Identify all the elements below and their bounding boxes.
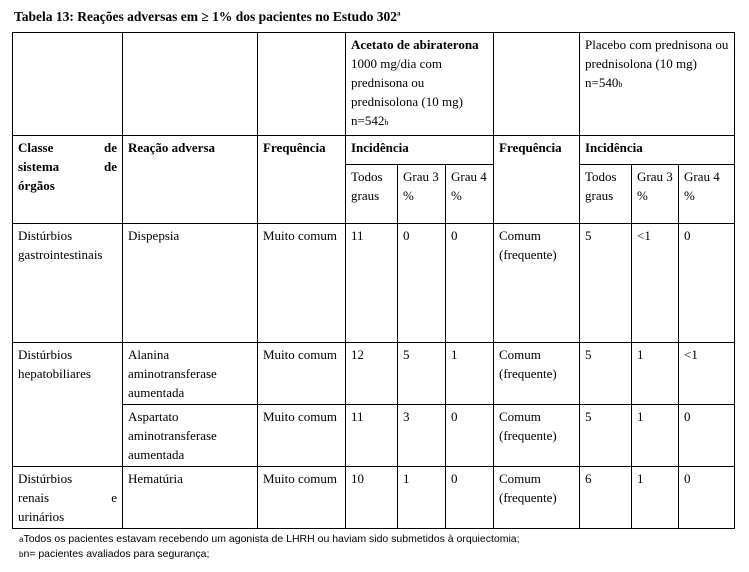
cell-classe: Distúrbios gastrointestinais bbox=[13, 224, 123, 343]
placebo-footnote-marker: b bbox=[618, 80, 623, 89]
subheader-grau-4: Grau 4 % bbox=[679, 165, 735, 224]
cell-classe-word: renais bbox=[18, 490, 50, 505]
header-classe-word: Classe bbox=[18, 140, 54, 155]
subheader-grau-3: Grau 3 % bbox=[398, 165, 446, 224]
empty-cell bbox=[13, 33, 123, 136]
cell-classe-word: Distúrbios bbox=[18, 471, 73, 486]
cell-value: 5 bbox=[398, 343, 446, 405]
header-classe bbox=[13, 136, 123, 224]
cell-value: <1 bbox=[632, 224, 679, 343]
empty-cell bbox=[258, 33, 346, 136]
cell-frequencia: Muito comum bbox=[258, 343, 346, 405]
cell-value: 11 bbox=[346, 405, 398, 467]
cell-value: 1 bbox=[632, 467, 679, 529]
cell-frequencia: Muito comum bbox=[258, 467, 346, 529]
cell-value: 5 bbox=[580, 343, 632, 405]
cell-reacao: Aspartato aminotransferase aumentada bbox=[123, 405, 258, 467]
footnote-text: Todos os pacientes estavam recebendo um agonista de LHRH ou haviam sido submetidos à orquiectomia; bbox=[23, 533, 520, 545]
cell-value: 0 bbox=[398, 224, 446, 343]
empty-cell bbox=[494, 33, 580, 136]
cell-reacao: Hematúria bbox=[123, 467, 258, 529]
cell-value: 11 bbox=[346, 224, 398, 343]
cell-value: 6 bbox=[580, 467, 632, 529]
footnote-a bbox=[19, 533, 520, 546]
adverse-reactions-table bbox=[12, 32, 735, 529]
title-footnote-marker: a bbox=[397, 9, 401, 18]
cell-value: 10 bbox=[346, 467, 398, 529]
cell-value: 0 bbox=[679, 224, 735, 343]
subheader-todos-graus: Todos graus bbox=[346, 165, 398, 224]
empty-cell bbox=[123, 33, 258, 136]
subheader-grau-3: Grau 3 % bbox=[632, 165, 679, 224]
cell-value: <1 bbox=[679, 343, 735, 405]
cell-reacao: Alanina aminotransferase aumentada bbox=[123, 343, 258, 405]
cell-value: 3 bbox=[398, 405, 446, 467]
cell-value: 1 bbox=[632, 343, 679, 405]
cell-frequencia: Muito comum bbox=[258, 405, 346, 467]
footnote-marker: b bbox=[19, 550, 24, 559]
subheader-grau-4: Grau 4 % bbox=[446, 165, 494, 224]
cell-classe bbox=[13, 467, 123, 529]
cell-value: 0 bbox=[679, 405, 735, 467]
abiraterona-footnote-marker: b bbox=[384, 118, 389, 127]
cell-value: 5 bbox=[580, 405, 632, 467]
table-title bbox=[14, 9, 401, 25]
header-classe-word: de bbox=[104, 159, 117, 174]
footnote-marker: a bbox=[19, 535, 24, 544]
group-header-row bbox=[13, 33, 735, 136]
footnote-b bbox=[19, 548, 209, 561]
cell-classe-word: urinários bbox=[18, 509, 65, 524]
cell-frequencia: Comum (frequente) bbox=[494, 467, 580, 529]
header-frequencia-placebo: Frequência bbox=[494, 136, 580, 224]
cell-value: 0 bbox=[446, 224, 494, 343]
cell-frequencia: Comum (frequente) bbox=[494, 343, 580, 405]
table-title-text: Tabela 13: Reações adversas em ≥ 1% dos pacientes no Estudo 302 bbox=[14, 9, 398, 24]
header-reacao: Reação adversa bbox=[123, 136, 258, 224]
header-classe-word: sistema bbox=[18, 159, 60, 174]
abiraterona-dose-text: 1000 mg/dia com prednisona ou prednisolona (10 mg) n=542 bbox=[351, 56, 463, 128]
cell-reacao: Dispepsia bbox=[123, 224, 258, 343]
cell-value: 1 bbox=[398, 467, 446, 529]
table-row bbox=[13, 224, 735, 343]
subheader-todos-graus: Todos graus bbox=[580, 165, 632, 224]
table-row bbox=[13, 467, 735, 529]
cell-value: 12 bbox=[346, 343, 398, 405]
header-incidencia-abiraterona: Incidência bbox=[346, 136, 494, 165]
header-classe-word: órgãos bbox=[18, 178, 55, 193]
cell-value: 0 bbox=[446, 405, 494, 467]
abiraterona-group-header bbox=[346, 33, 494, 136]
cell-classe-word: e bbox=[111, 490, 117, 505]
cell-value: 1 bbox=[632, 405, 679, 467]
cell-value: 1 bbox=[446, 343, 494, 405]
cell-frequencia: Comum (frequente) bbox=[494, 224, 580, 343]
placebo-text: Placebo com prednisona ou prednisolona (10 mg) n=540 bbox=[585, 37, 729, 90]
cell-value: 5 bbox=[580, 224, 632, 343]
cell-classe: Distúrbios hepatobiliares bbox=[13, 343, 123, 467]
placebo-group-header bbox=[580, 33, 735, 136]
abiraterona-drug-name: Acetato de abiraterona bbox=[351, 37, 479, 52]
cell-value: 0 bbox=[446, 467, 494, 529]
header-frequencia-abiraterona: Frequência bbox=[258, 136, 346, 224]
header-classe-word: de bbox=[104, 140, 117, 155]
column-header-row bbox=[13, 136, 735, 165]
cell-value: 0 bbox=[679, 467, 735, 529]
cell-frequencia: Comum (frequente) bbox=[494, 405, 580, 467]
header-incidencia-placebo: Incidência bbox=[580, 136, 735, 165]
footnote-text: n= pacientes avaliados para segurança; bbox=[23, 548, 210, 560]
cell-frequencia: Muito comum bbox=[258, 224, 346, 343]
table-row bbox=[13, 343, 735, 405]
